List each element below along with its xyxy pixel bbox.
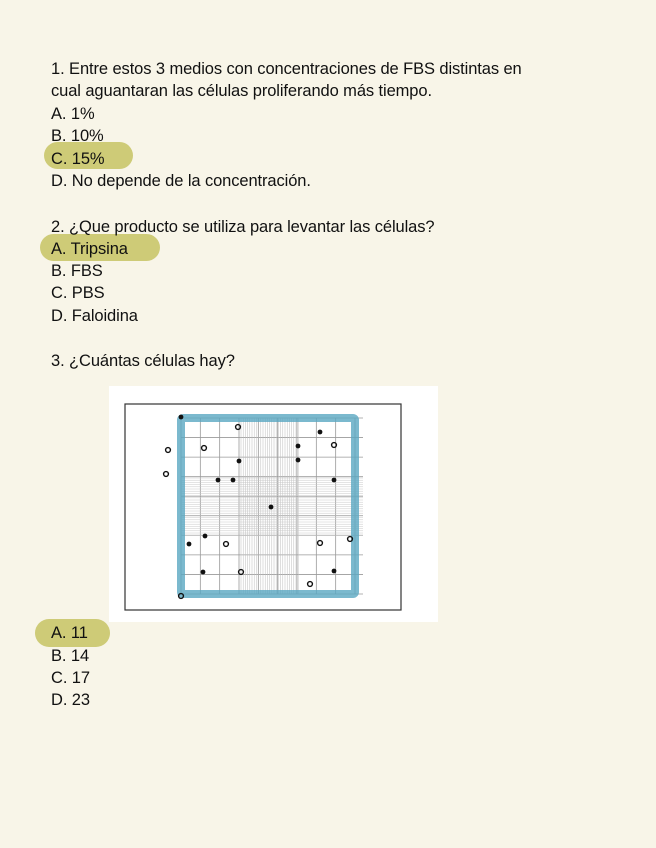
cell-dot xyxy=(179,415,184,420)
question-2-stem: 2. ¿Que producto se utiliza para levantar las células? xyxy=(51,218,435,236)
cell-dot xyxy=(231,478,236,483)
cell-dot xyxy=(237,459,242,464)
question-1-stem-line-2: cual aguantaran las células proliferando más tiempo. xyxy=(51,82,432,100)
question-2-option-b: B. FBS xyxy=(51,262,103,280)
cell-dot xyxy=(318,430,323,435)
question-1-option-d: D. No depende de la concentración. xyxy=(51,172,311,190)
question-2-option-c: C. PBS xyxy=(51,284,105,302)
hemocytometer-figure xyxy=(109,386,438,622)
question-3-stem: 3. ¿Cuántas células hay? xyxy=(51,352,235,370)
hemocytometer-grid-image xyxy=(109,386,438,622)
question-3-option-a: A. 11 xyxy=(51,624,88,642)
cell-dot xyxy=(201,570,206,575)
cell-dot xyxy=(187,542,192,547)
question-1-option-c: C. 15% xyxy=(51,150,105,168)
cell-dot xyxy=(269,505,274,510)
cell-dot xyxy=(296,444,301,449)
question-3-option-c: C. 17 xyxy=(51,669,90,687)
question-3-option-d: D. 23 xyxy=(51,691,90,709)
cell-dot xyxy=(296,458,301,463)
cell-dot xyxy=(332,478,337,483)
cell-dot xyxy=(203,534,208,539)
question-3-option-b: B. 14 xyxy=(51,647,90,665)
question-1-stem-line-1: 1. Entre estos 3 medios con concentraciones de FBS distintas en xyxy=(51,60,522,78)
question-1-option-a: A. 1% xyxy=(51,105,95,123)
question-2-option-d: D. Faloidina xyxy=(51,307,138,325)
question-1-option-b: B. 10% xyxy=(51,127,104,145)
cell-dot xyxy=(216,478,221,483)
cell-dot xyxy=(332,569,337,574)
question-2-option-a: A. Tripsina xyxy=(51,240,128,258)
